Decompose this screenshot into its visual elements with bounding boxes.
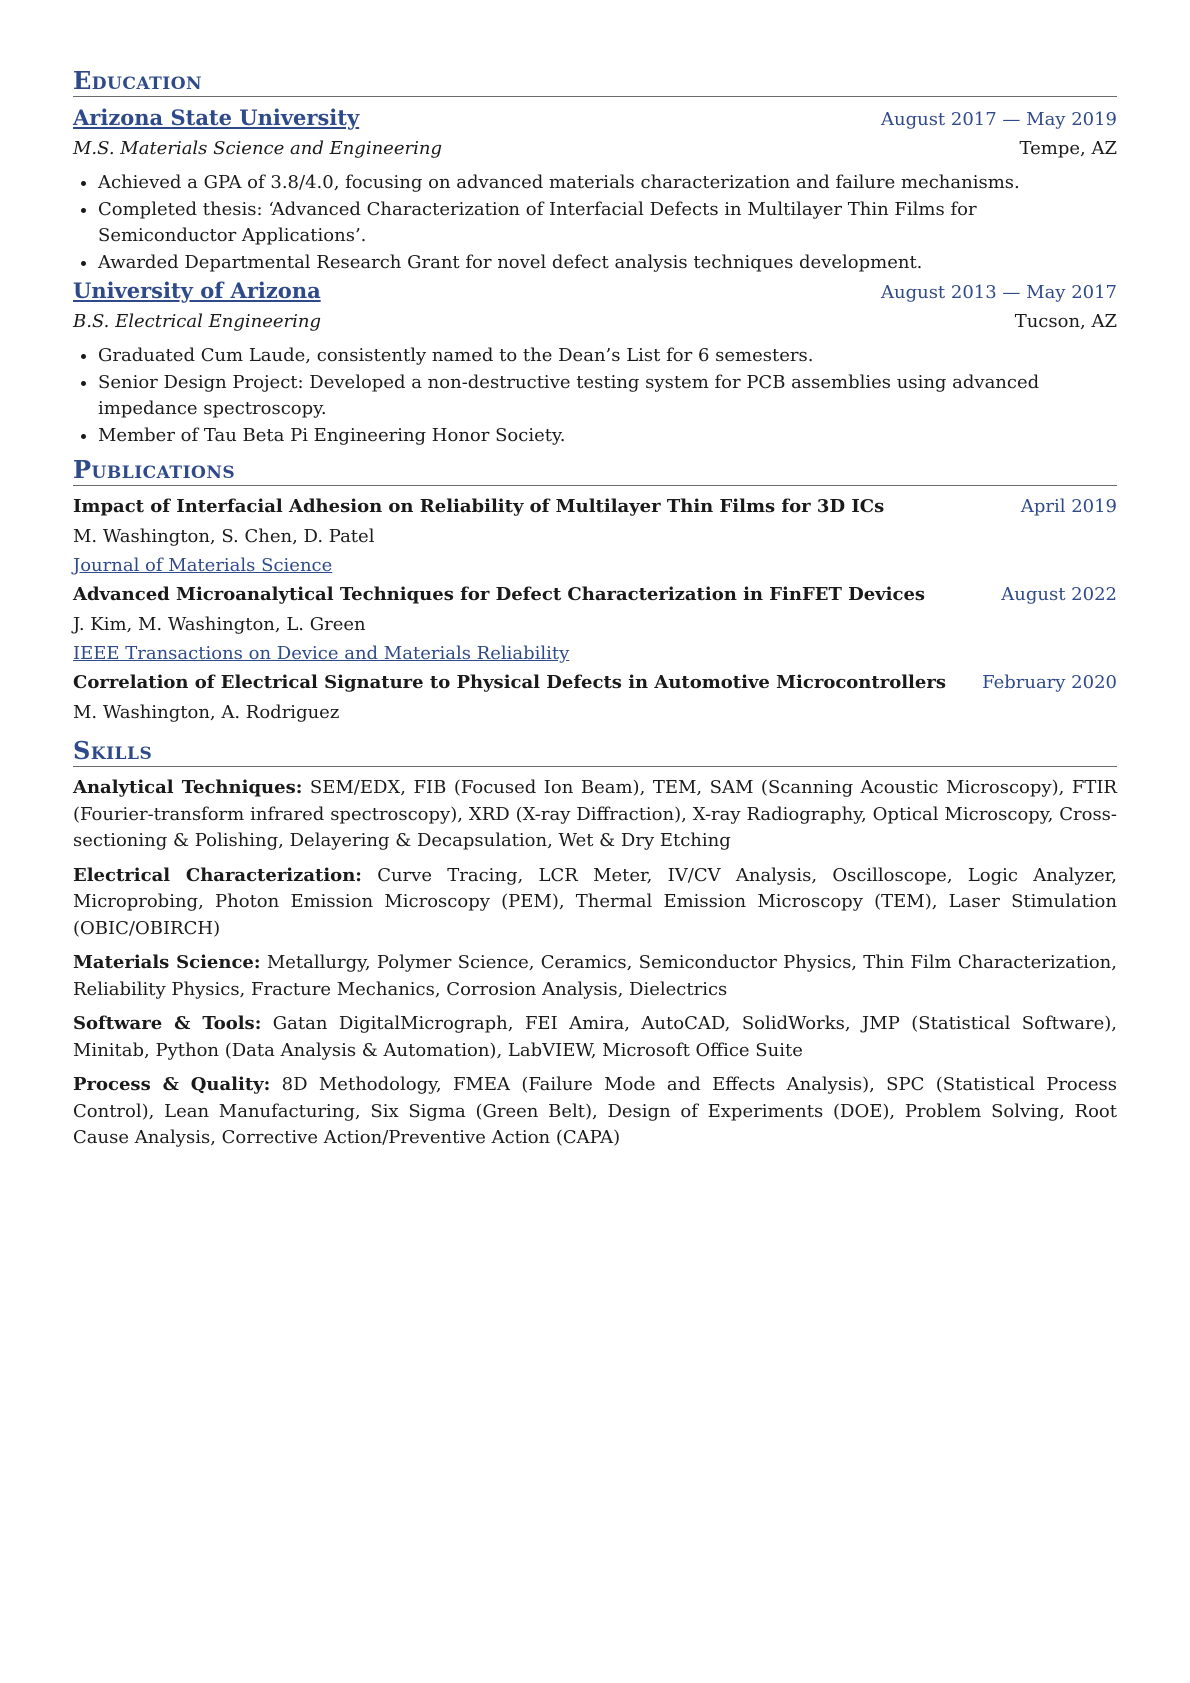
publication-header — [73, 580, 1117, 610]
education-entry — [73, 276, 1117, 449]
education-entry-subheader — [73, 135, 1117, 162]
publication-venue-link[interactable]: Journal of Materials Science — [73, 555, 333, 576]
education-dates: August 2013 — May 2017 — [880, 282, 1117, 303]
publication-title: Impact of Interfacial Adhesion on Reliability of Multilayer Thin Films for 3D ICs — [73, 496, 885, 517]
degree: B.S. Electrical Engineering — [73, 311, 321, 332]
skill-text: Gatan DigitalMicrograph, FEI Amira, AutoCAD, SolidWorks, JMP (Statistical Software), Minitab, Python (Data Analysis & Automation), LabVIEW, Microsoft Office Suite — [73, 1013, 1117, 1061]
bullet-item: • Achieved a GPA of 3.8/4.0, focusing on advanced materials characterization and failure mechanisms. — [98, 170, 1117, 197]
publication-header — [73, 492, 1117, 522]
publication-item — [73, 580, 1117, 668]
location: Tempe, AZ — [1019, 138, 1117, 159]
skill-text: Curve Tracing, LCR Meter, IV/CV Analysis, Oscilloscope, Logic Analyzer, Microprobing, Photon Emission Microscopy (PEM), Thermal Emission Microscopy (TEM), Laser Stimulation (OBIC/OBIRCH) — [73, 864, 1117, 939]
education-dates: August 2017 — May 2019 — [880, 109, 1117, 130]
publication-item — [73, 668, 1117, 728]
education-entry-header — [73, 276, 1117, 308]
publications-section — [73, 455, 1117, 728]
education-entry — [73, 103, 1117, 276]
publication-date: February 2020 — [982, 672, 1117, 693]
section-title-education: Education — [73, 66, 1117, 97]
section-title-publications: Publications — [73, 455, 1117, 486]
publication-authors: J. Kim, M. Washington, L. Green — [73, 614, 366, 635]
skill-label: Analytical Techniques: — [73, 777, 303, 798]
skill-text: SEM/EDX, FIB (Focused Ion Beam), TEM, SAM (Scanning Acoustic Microscopy), FTIR (Fourier-transform infrared spectroscopy), XRD (X-ray Diffraction), X-ray Radiography, Optical Microscopy, Cross-sectioning & Polishing, Delayering & Decapsulation, Wet & Dry Etching — [73, 777, 1117, 851]
bullet-item: • Awarded Departmental Research Grant for novel defect analysis techniques development. — [98, 250, 1117, 277]
education-section — [73, 66, 1117, 449]
bullet-item: • Graduated Cum Laude, consistently named to the Dean’s List for 6 semesters. — [98, 343, 1117, 370]
degree: M.S. Materials Science and Engineering — [73, 138, 442, 159]
bullet-item: • Senior Design Project: Developed a non-destructive testing system for PCB assemblies using advanced impedance spectroscopy. — [98, 370, 1117, 423]
skill-label: Software & Tools: — [73, 1013, 262, 1034]
skill-group — [73, 950, 1117, 1003]
skill-text: Metallurgy, Polymer Science, Ceramics, Semiconductor Physics, Thin Film Characterization, Reliability Physics, Fracture Mechanics, Corrosion Analysis, Dielectrics — [73, 952, 1117, 1000]
bullet-item: • Completed thesis: ‘Advanced Characterization of Interfacial Defects in Multilayer Thin Films for Semiconductor Applications’. — [98, 197, 1117, 250]
school-link[interactable]: University of Arizona — [73, 278, 321, 303]
skill-label: Process & Quality: — [73, 1074, 271, 1095]
skill-group — [73, 1072, 1117, 1152]
education-bullets — [73, 343, 1117, 449]
publication-venue-link[interactable]: IEEE Transactions on Device and Materials Reliability — [73, 643, 570, 664]
publication-authors: M. Washington, S. Chen, D. Patel — [73, 526, 375, 547]
school-link[interactable]: Arizona State University — [73, 105, 360, 130]
education-entry-subheader — [73, 308, 1117, 335]
section-title-skills: Skills — [73, 736, 1117, 767]
skill-group — [73, 775, 1117, 855]
skills-section — [73, 736, 1117, 1152]
location: Tucson, AZ — [1014, 311, 1117, 332]
skill-text: 8D Methodology, FMEA (Failure Mode and Effects Analysis), SPC (Statistical Process Control), Lean Manufacturing, Six Sigma (Green Belt), Design of Experiments (DOE), Problem Solving, Root Cause Analysis, Corrective Action/Preventive Action (CAPA) — [73, 1074, 1117, 1148]
skill-group — [73, 1011, 1117, 1064]
publication-title: Correlation of Electrical Signature to Physical Defects in Automotive Microcontrollers — [73, 672, 946, 693]
bullet-item: • Member of Tau Beta Pi Engineering Honor Society. — [98, 423, 1117, 450]
education-bullets — [73, 170, 1117, 276]
publication-date: April 2019 — [1020, 496, 1117, 517]
skill-group — [73, 863, 1117, 943]
publication-date: August 2022 — [1001, 584, 1117, 605]
publication-title: Advanced Microanalytical Techniques for Defect Characterization in FinFET Devices — [73, 584, 926, 605]
skill-label: Materials Science: — [73, 952, 261, 973]
publication-authors: M. Washington, A. Rodriguez — [73, 702, 340, 723]
skill-label: Electrical Characterization: — [73, 864, 362, 886]
publication-item — [73, 492, 1117, 580]
publication-header — [73, 668, 1117, 698]
education-entry-header — [73, 103, 1117, 135]
